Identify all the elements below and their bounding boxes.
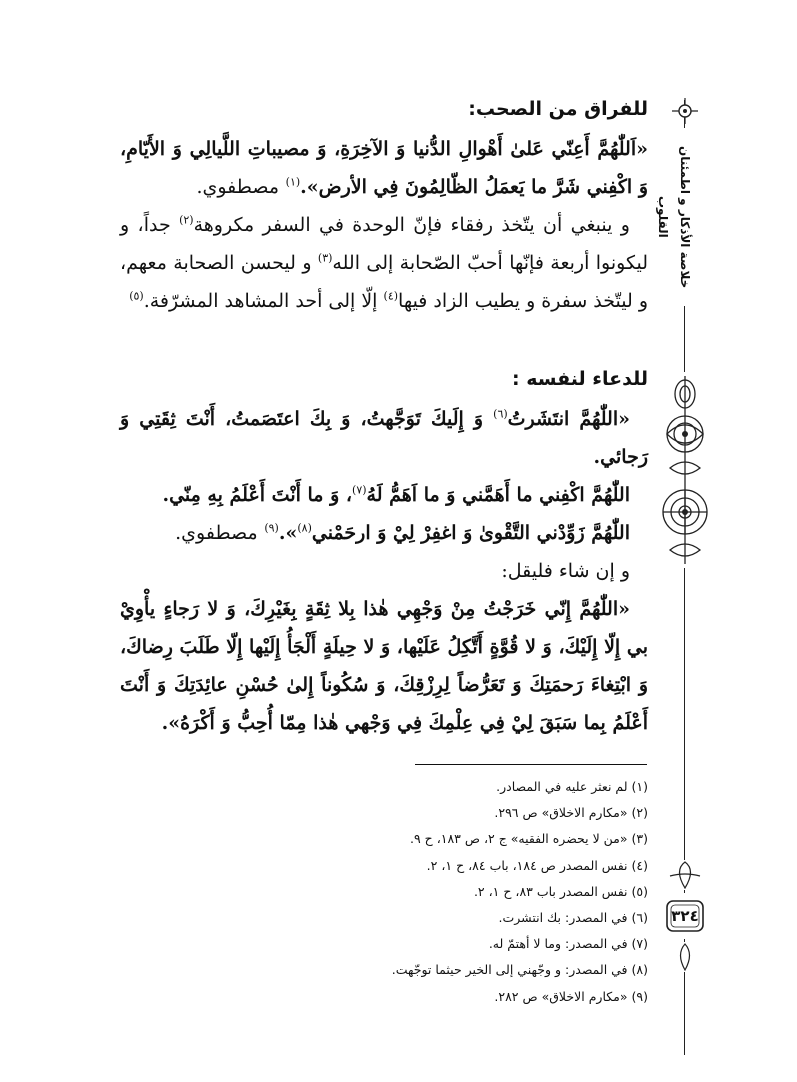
footnote-4: (٤) نفس المصدر ص ١٨٤، باب ٨٤، ح ١، ٢.	[426, 857, 648, 873]
intro-line: و إن شاء فليقل:	[501, 560, 630, 582]
floral-ornament-icon	[658, 372, 712, 568]
dua-departure: «اللّٰهُمَّ إِنّي خَرَجْتُ مِنْ وَجْهِي هٰذا بِلا ثِقَةٍ بِغَيْرِكَ، وَ لا رَجاءٍ يأْوِيْ بي إِلّا إِلَيْكَ، وَ لا قُوَّةٍ أَتَّكِلُ عَلَيْها، وَ لا حِيلَةٍ أَلْجَأُ إِلَيْها إِلّا طَلَبَ رِضاكَ، وَ ابْتِغاءَ رَحمَتِكَ وَ تَعَرُّضاً لِرِزْقِكَ، وَ سُكُوناً إِلىٰ حُسْنِ عائِدَتِكَ وَ أَنْتَ أَعْلَمُ بِما سَبَقَ لِيْ فِي عِلْمِكَ فِي وَجْهي هٰذا مِمّا أُحِبُّ وَ أَكْرَهُ».	[120, 598, 648, 734]
footnote-6: (٦) في المصدر: بك انتشرت.	[498, 910, 648, 926]
lower-ornament-icon	[666, 860, 704, 890]
footnote-ref: (٧)	[352, 483, 367, 497]
footnote-7: (٧) في المصدر: وما لا أهتمّ له.	[488, 936, 648, 952]
paragraph-text: و ليحسن الصحابة معهم، و ليتّخذ سفرة و يطيب الزاد فيها	[120, 252, 648, 312]
dua-text: «اللّٰهُمَّ انتَشَرتُ	[507, 408, 631, 430]
page-number: ٣٢٤	[671, 907, 699, 925]
running-title: خلاصة الأذكار و اطمئنان القلوب	[674, 128, 696, 306]
footnote-2: (٢) «مكارم الاخلاق» ص ٢٩٦.	[494, 805, 648, 821]
dua-self-2	[120, 476, 648, 514]
section-heading-farewell: للفراق من الصحب:	[468, 98, 648, 120]
footnote-8: (٨) في المصدر: و وجّهني إلى الخير حيثما توجّهت.	[391, 962, 648, 978]
dua-text: ، وَ ما أَنْتَ أَعْلَمُ بِهِ مِنّي.	[162, 484, 353, 506]
paragraph-travel-companions	[120, 206, 648, 320]
dua-source: مصطفوي.	[175, 522, 258, 544]
dua-text: «اَللّٰهُمَّ أَعِنّي عَلىٰ أَهْوالِ الدُّنيا وَ الآخِرَةِ، وَ مصيباتِ اللَّيالِي وَ الأَيّامِ، وَ اكْفِني شَرَّ ما يَعمَلُ الظّالِمُونَ فِي الأرض».	[120, 138, 648, 198]
page-number-box	[662, 893, 708, 939]
dua-text: ».	[278, 522, 298, 544]
dua-self-3	[120, 514, 648, 552]
footnote-ref: (٥)	[129, 289, 144, 303]
footnote-separator	[415, 764, 647, 765]
top-ornament-icon	[670, 96, 700, 126]
section-heading-self-prayer: للدعاء لنفسه :	[512, 368, 648, 390]
paragraph-text: جداً، و ليكونوا أربعة فإنّها أحبّ الصّحابة إلى الله	[120, 214, 648, 274]
footnotes	[250, 774, 648, 1010]
footnote-ref: (١)	[285, 175, 301, 189]
footnote-ref: (٤)	[383, 289, 399, 303]
footnote-9: (٩) «مكارم الاخلاق» ص ٢٨٢.	[494, 988, 648, 1004]
dua-self-1	[120, 400, 648, 476]
footnote-ref: (٣)	[317, 251, 333, 265]
footnote-3: (٣) «من لا يحضره الفقيه» ج ٢، ص ١٨٣، ح ٩.	[409, 831, 648, 847]
dua-text: اللّٰهُمَّ اكْفِني ما أَهَمَّني وَ ما اَهَمُّ لَهُ	[366, 484, 630, 506]
paragraph-text: و ينبغي أن يتّخذ رفقاء فإنّ الوحدة في السفر مكروهة	[193, 214, 630, 236]
footnote-5: (٥) نفس المصدر باب ٨٣، ح ١، ٢.	[473, 883, 648, 899]
footnote-ref: (٨)	[297, 521, 312, 535]
bottom-ornament-icon	[670, 942, 700, 972]
dua-text: اللّٰهُمَّ زَوِّدْني التَّقْوىٰ وَ اغفِرْ لِيْ وَ ارحَمْني	[311, 522, 630, 544]
dua-source: مصطفوي.	[196, 176, 280, 198]
paragraph-text: إلّا إلى أحد المشاهد المشرّفة.	[143, 290, 378, 312]
footnote-ref: (٩)	[264, 521, 279, 535]
dua-farewell	[120, 130, 648, 206]
footnote-ref: (٢)	[179, 213, 194, 227]
footnote-1: (١) لم نعثر عليه في المصادر.	[496, 779, 648, 794]
footnote-ref: (٦)	[493, 407, 508, 421]
dua-text: وَ إِلَيكَ تَوَجَّهتُ، وَ بِكَ اعتَصَمتُ، أَنْتَ ثِقَتِي وَ رَجائي.	[120, 408, 648, 468]
